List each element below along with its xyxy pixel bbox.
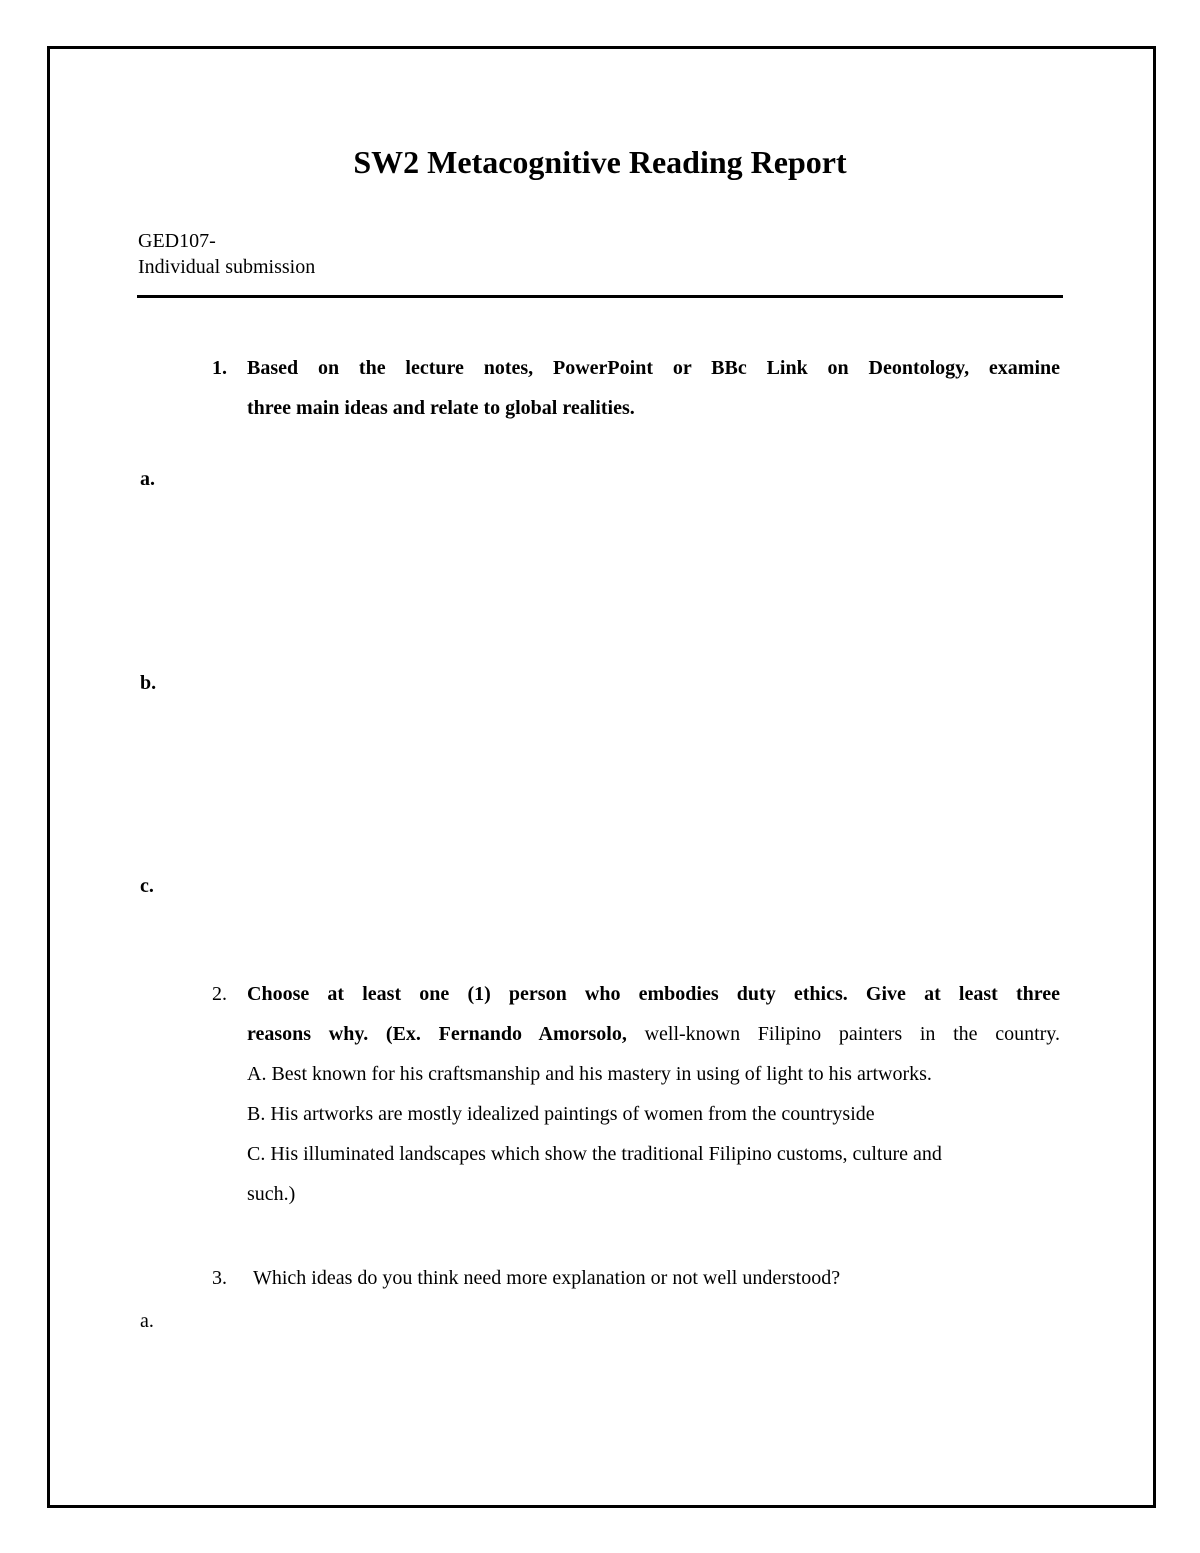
example-reason-c: C. His illuminated landscapes which show the traditional Filipino customs, culture and xyxy=(247,1143,942,1165)
example-reason-c-continued: such.) xyxy=(247,1183,296,1205)
answer-label-a: a. xyxy=(140,1310,154,1332)
question-text xyxy=(212,974,1060,1214)
answer-label-a: a. xyxy=(140,468,155,490)
submission-type: Individual submission xyxy=(138,256,316,278)
question-line-rest: well-known Filipino painters in the country. xyxy=(626,1023,1061,1045)
question-line: Which ideas do you think need more explanation or not well understood? xyxy=(253,1267,841,1289)
question-line: Based on the lecture notes, PowerPoint or BBc Link on Deontology, examine xyxy=(247,357,1060,379)
document-title: SW2 Metacognitive Reading Report xyxy=(353,144,847,180)
question-number: 2. xyxy=(212,983,227,1005)
question-line-bold: reasons why. (Ex. Fernando Amorsolo, xyxy=(247,1023,627,1045)
question-1 xyxy=(212,348,1060,428)
answer-label-c: c. xyxy=(140,875,154,897)
question-line: three main ideas and relate to global realities. xyxy=(247,397,635,419)
course-code: GED107- xyxy=(138,230,216,252)
header-divider xyxy=(137,295,1063,298)
question-line xyxy=(247,1014,1060,1054)
question-number: 1. xyxy=(212,357,227,379)
example-reason-b: B. His artworks are mostly idealized paintings of women from the countryside xyxy=(247,1103,875,1125)
question-text xyxy=(212,1258,1060,1298)
question-number: 3. xyxy=(212,1267,227,1289)
question-3 xyxy=(212,1258,1060,1298)
answer-label-b: b. xyxy=(140,672,157,694)
document-meta xyxy=(138,228,315,280)
question-line: Choose at least one (1) person who embodies duty ethics. Give at least three xyxy=(247,983,1060,1005)
example-reason-a: A. Best known for his craftsmanship and his mastery in using of light to his artworks. xyxy=(247,1063,932,1085)
question-2 xyxy=(212,974,1060,1214)
question-text xyxy=(212,348,1060,428)
